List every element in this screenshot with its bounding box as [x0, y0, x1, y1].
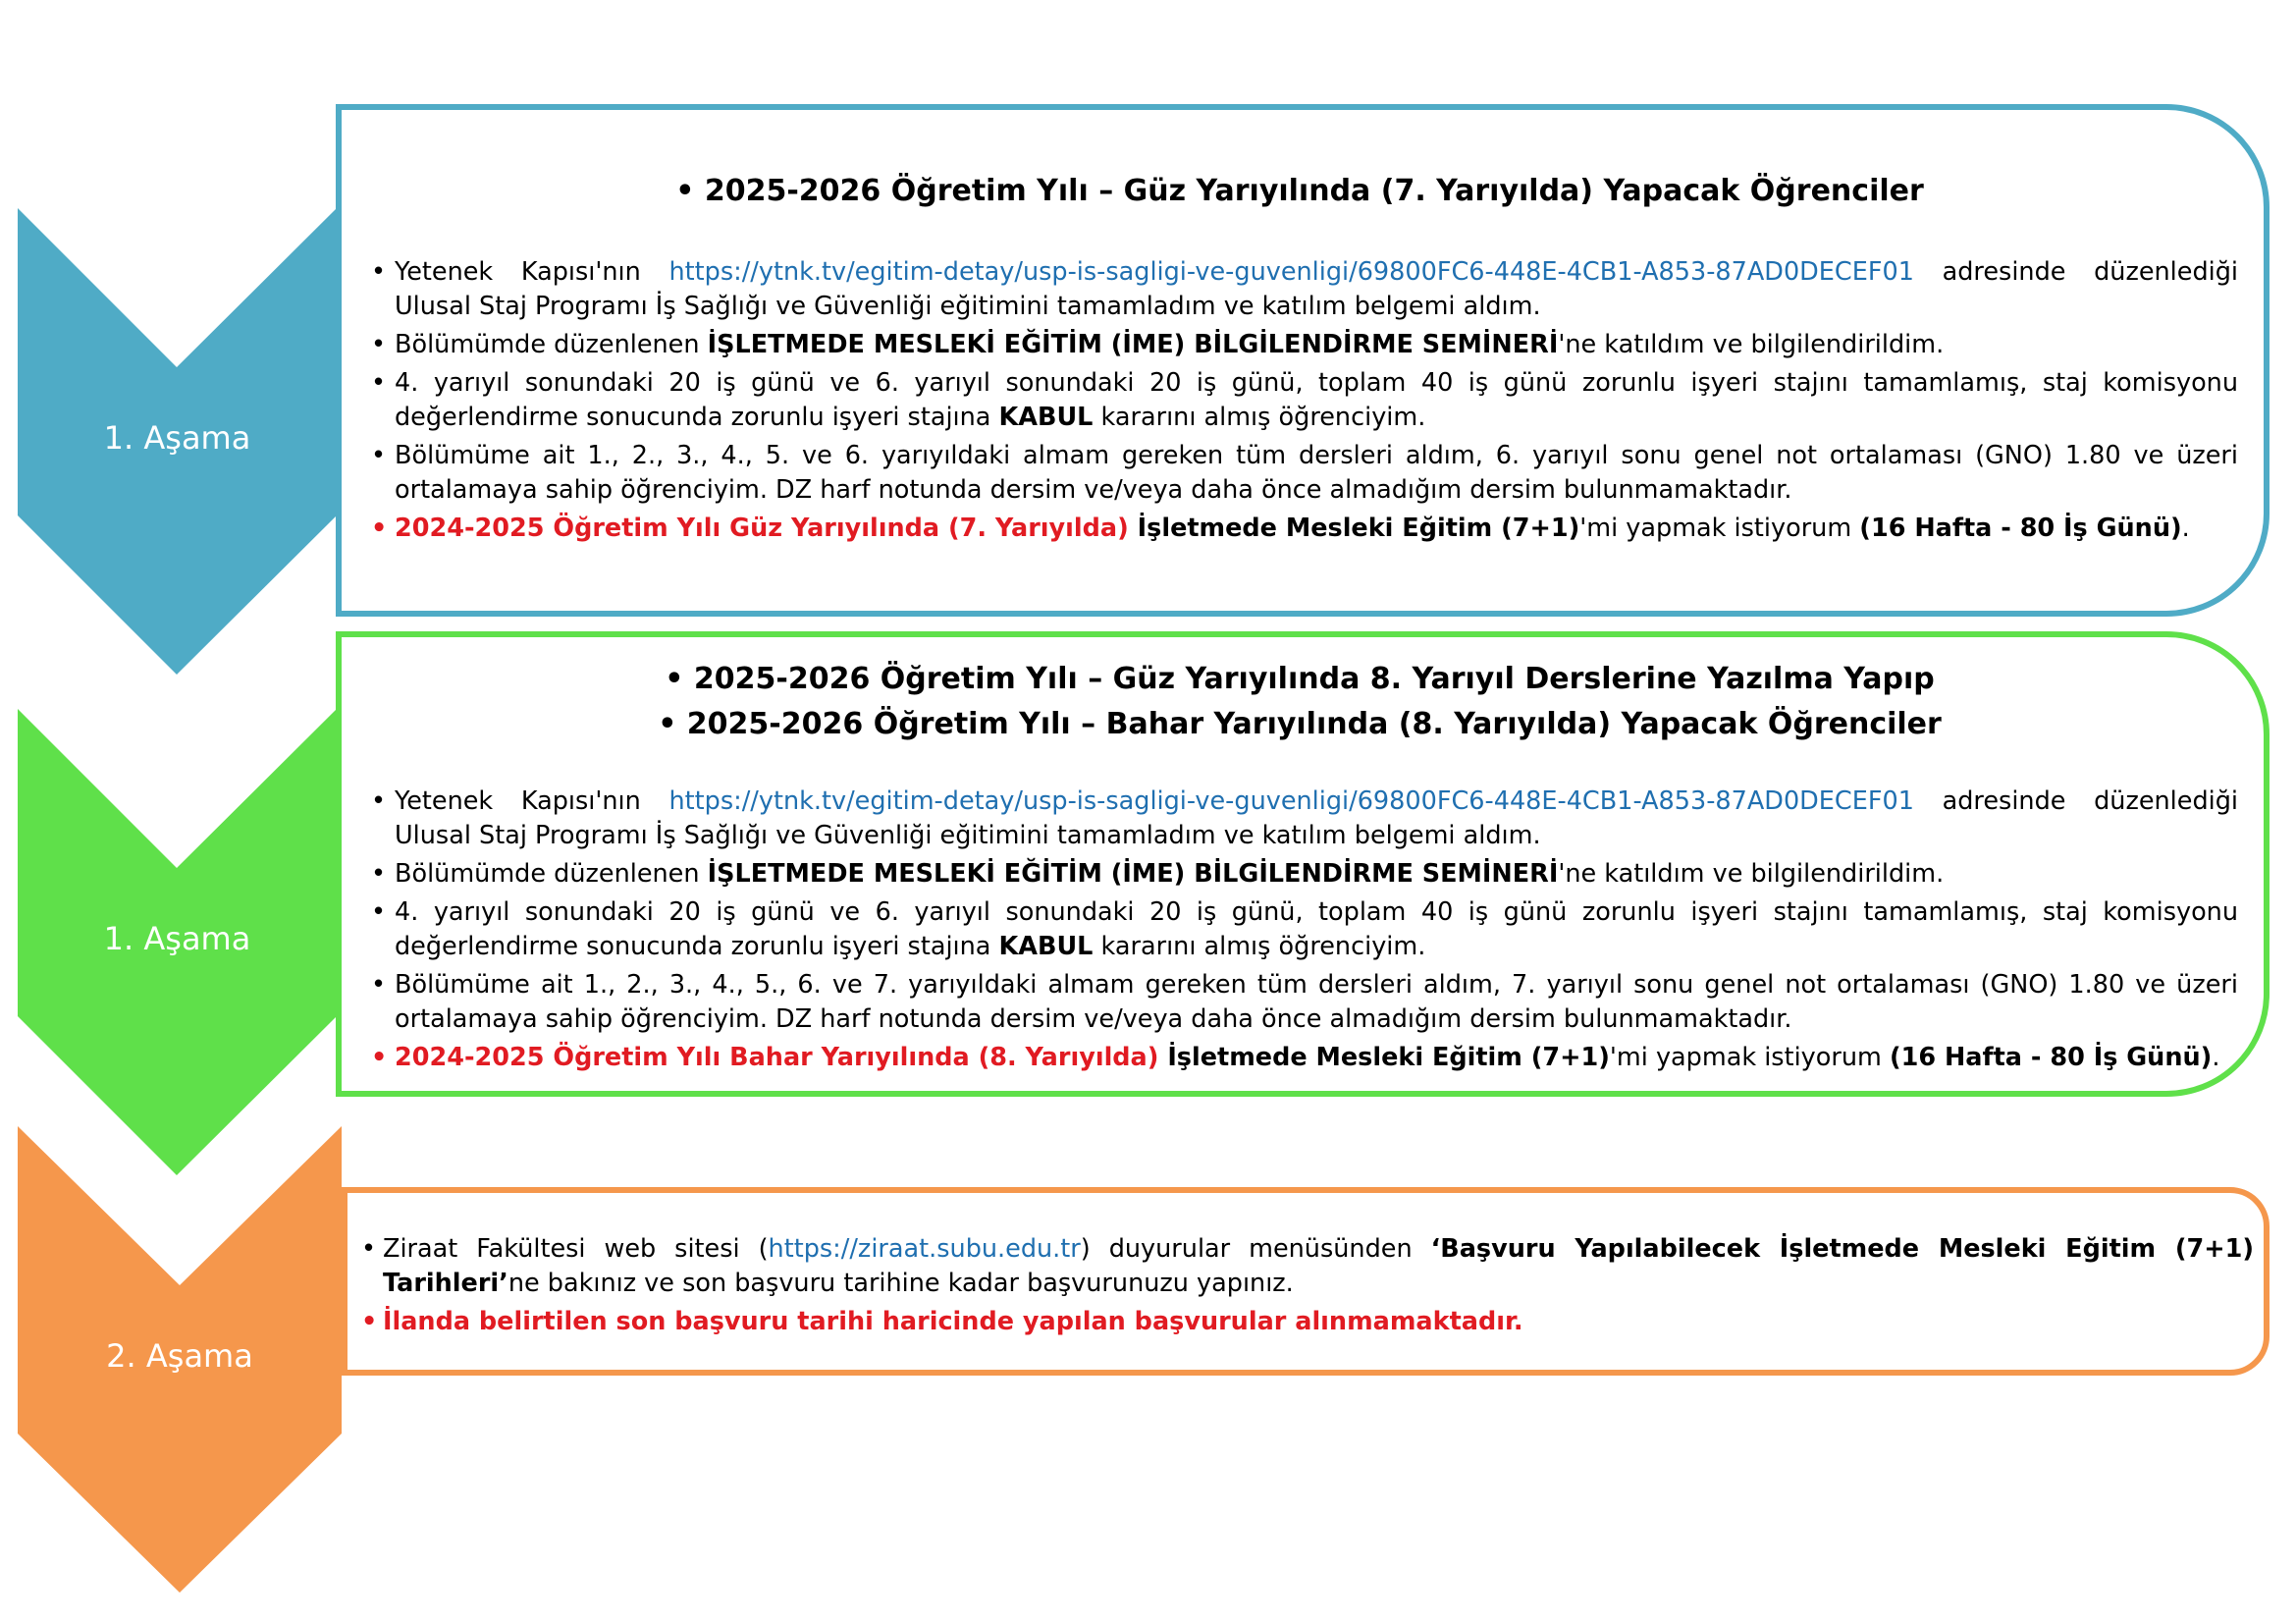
list-item: [361, 366, 2238, 435]
deadline-warning: İlanda belirtilen son başvuru tarihi haricinde yapılan başvurular alınmamaktadır.: [383, 1307, 1523, 1336]
list-item: [361, 439, 2238, 508]
bullet-dot: •: [371, 897, 387, 927]
item-text: 'ne katıldım ve bilgilendirildim.: [1558, 330, 1945, 359]
item-text: Ziraat Fakültesi web sitesi (: [383, 1234, 769, 1264]
item-emphasis: ‘Başvuru Yapılabilecek İşletmede Mesleki Eğitim (7+1) Tarihleri’: [383, 1234, 2254, 1298]
bullet-dot: •: [361, 1307, 378, 1336]
stage-1b-title: • 2025-2026 Öğretim Yılı – Güz Yarıyılında 8. Yarıyıl Derslerine Yazılma Yapıp: [665, 662, 1935, 696]
item-text: .: [2212, 1043, 2220, 1072]
bullet-dot: •: [371, 970, 387, 1000]
item-text: 'mi yapmak istiyorum: [1609, 1043, 1890, 1072]
bullet-dot: •: [371, 368, 387, 398]
item-emphasis: İŞLETMEDE MESLEKİ EĞİTİM (İME) BİLGİLENDİRME SEMİNERİ: [707, 859, 1559, 889]
stage-1b-panel: [336, 631, 2269, 1097]
stage-1a-label: 1. Aşama: [103, 419, 251, 457]
bullet-dot: •: [371, 514, 388, 543]
item-highlight: 2024-2025 Öğretim Yılı Bahar Yarıyılında (8. Yarıyılda): [395, 1043, 1159, 1072]
item-text: Yetenek Kapısı'nın: [395, 786, 669, 816]
bullet-dot: •: [371, 859, 387, 889]
stage-1b-list: [361, 785, 2238, 1075]
item-text: Bölümüme ait 1., 2., 3., 4., 5., 6. ve 7. yarıyıldaki almam gereken tüm dersleri aldım, 7. yarıyıl sonu genel not ortalaması (GNO) 1.80 ve üzeri ortalamaya sahip öğrenciyim. DZ harf notunda dersim ve/veya daha önce almadığım dersim bulunmamaktadır.: [395, 970, 2238, 1034]
stage-1a-panel: [336, 104, 2269, 617]
item-text: 'ne katıldım ve bilgilendirildim.: [1558, 859, 1945, 889]
list-item: [361, 1041, 2238, 1075]
bullet-dot: •: [371, 1043, 388, 1072]
bullet-dot: •: [371, 257, 387, 287]
course-link[interactable]: https://ytnk.tv/egitim-detay/usp-is-sagligi-ve-guvenligi/69800FC6-448E-4CB1-A853-87AD0DECEF01: [668, 786, 1914, 816]
item-emphasis: İşletmede Mesleki Eğitim (7+1): [1128, 514, 1580, 543]
bullet-dot: •: [361, 1234, 377, 1264]
bullet-dot: •: [371, 786, 387, 816]
item-text: kararını almış öğrenciyim.: [1093, 403, 1426, 432]
item-text: .: [2181, 514, 2190, 543]
stage-1a-chevron: [18, 208, 337, 675]
item-text: Yetenek Kapısı'nın: [395, 257, 669, 287]
item-text: Bölümümde düzenlenen: [395, 859, 708, 889]
item-text: adresinde düzenlediği Ulusal Staj Programı İş Sağlığı ve Güvenliği eğitimini tamamladım ve katılım belgemi aldım.: [395, 257, 2238, 321]
stage-1b-chevron: [18, 709, 337, 1175]
item-emphasis: İŞLETMEDE MESLEKİ EĞİTİM (İME) BİLGİLENDİRME SEMİNERİ: [707, 330, 1559, 359]
item-emphasis: İşletmede Mesleki Eğitim (7+1): [1158, 1043, 1610, 1072]
item-emphasis: KABUL: [998, 932, 1094, 961]
faculty-website-link[interactable]: https://ziraat.subu.edu.tr: [768, 1234, 1081, 1264]
list-item: [361, 328, 2238, 362]
list-item: [361, 968, 2238, 1037]
list-item: [357, 1305, 2254, 1339]
stage-2-label: 2. Aşama: [106, 1337, 253, 1375]
item-text: Bölümüme ait 1., 2., 3., 4., 5. ve 6. yarıyıldaki almam gereken tüm dersleri aldım, 6. yarıyıl sonu genel not ortalaması (GNO) 1.80 ve üzeri ortalamaya sahip öğrenciyim. DZ harf notunda dersim ve/veya daha önce almadığım dersim bulunmamaktadır.: [395, 441, 2238, 505]
item-highlight: 2024-2025 Öğretim Yılı Güz Yarıyılında (7. Yarıyılda): [395, 514, 1129, 543]
item-text: Bölümümde düzenlenen: [395, 330, 708, 359]
item-emphasis: KABUL: [998, 403, 1094, 432]
bullet-dot: •: [371, 441, 387, 470]
item-text: kararını almış öğrenciyim.: [1093, 932, 1426, 961]
list-item: [361, 255, 2238, 324]
item-text: adresinde düzenlediği Ulusal Staj Programı İş Sağlığı ve Güvenliği eğitimini tamamladım ve katılım belgemi aldım.: [395, 786, 2238, 850]
item-text: ) duyurular menüsünden: [1080, 1234, 1431, 1264]
list-item: [361, 857, 2238, 892]
stage-1b-label: 1. Aşama: [103, 920, 251, 957]
item-text: 'mi yapmak istiyorum: [1579, 514, 1860, 543]
list-item: [357, 1232, 2254, 1301]
list-item: [361, 785, 2238, 853]
item-text: ne bakınız ve son başvuru tarihine kadar başvurunuzu yapınız.: [507, 1269, 1294, 1298]
list-item: [361, 895, 2238, 964]
item-emphasis: (16 Hafta - 80 İş Günü): [1889, 1043, 2213, 1072]
item-emphasis: (16 Hafta - 80 İş Günü): [1859, 514, 2182, 543]
stage-2-list: [357, 1232, 2254, 1339]
item-text: 4. yarıyıl sonundaki 20 iş günü ve 6. yarıyıl sonundaki 20 iş günü, toplam 40 iş günü zorunlu işyeri stajını tamamlamış, staj komisyonu değerlendirme sonucunda zorunlu işyeri stajına: [395, 897, 2238, 961]
item-text: 4. yarıyıl sonundaki 20 iş günü ve 6. yarıyıl sonundaki 20 iş günü, toplam 40 iş günü zorunlu işyeri stajını tamamlamış, staj komisyonu değerlendirme sonucunda zorunlu işyeri stajına: [395, 368, 2238, 432]
stage-1b-title: • 2025-2026 Öğretim Yılı – Bahar Yarıyılında (8. Yarıyılda) Yapacak Öğrenciler: [658, 707, 1942, 741]
stage-1a-title: • 2025-2026 Öğretim Yılı – Güz Yarıyılında (7. Yarıyılda) Yapacak Öğrenciler: [675, 174, 1924, 208]
stage-1a-list: [361, 255, 2238, 546]
course-link[interactable]: https://ytnk.tv/egitim-detay/usp-is-sagligi-ve-guvenligi/69800FC6-448E-4CB1-A853-87AD0DECEF01: [668, 257, 1914, 287]
stage-2-panel: [342, 1187, 2269, 1376]
list-item: [361, 512, 2238, 546]
stage-2-chevron: [18, 1126, 342, 1593]
bullet-dot: •: [371, 330, 387, 359]
